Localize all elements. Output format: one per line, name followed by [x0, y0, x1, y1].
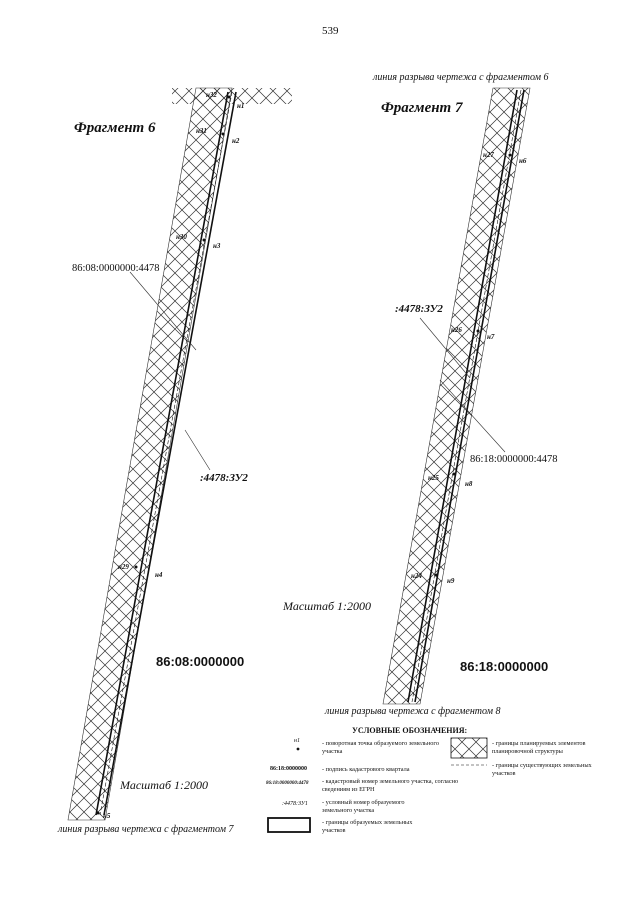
fragment6-zu-leader — [185, 430, 210, 470]
legend-quarter-text: - подпись кадастрового квартала — [322, 766, 410, 773]
point-label-n9: н9 — [447, 577, 455, 585]
point-label-n26: н26 — [451, 326, 462, 334]
legend-planning-hatch-swatch — [451, 738, 487, 758]
legend-point-text: - поворотная точка образуемого земельного участка — [322, 740, 439, 755]
fragment6-cadastral-number: 86:08:0000000:4478 — [72, 263, 160, 274]
fragment7-break-line-bottom: линия разрыва чертежа с фрагментом 8 — [325, 706, 501, 717]
legend-parcel-boundary-text: - границы образуемых земельных участков — [322, 819, 413, 834]
point-label-n29: н29 — [118, 563, 129, 571]
fragment6-parcel-boundary-right — [104, 92, 236, 815]
fragment7-quarter: 86:18:0000000 — [460, 659, 549, 674]
fragment6-title: Фрагмент 6 — [74, 120, 156, 136]
point-label-n5: н5 — [103, 812, 111, 820]
point-label-n7: н7 — [487, 333, 495, 341]
legend-cadastral-text: - кадастровый номер земельного участка, согласно сведениям из ЕГРН — [322, 778, 459, 793]
legend-parcel-boundary-swatch — [268, 818, 310, 832]
point-label-n31: н31 — [196, 127, 207, 135]
point-label-n25: н25 — [428, 474, 439, 482]
point-label-n30: н30 — [176, 233, 187, 241]
fragment7-cadastral-number: 86:18:0000000:4478 — [470, 454, 558, 465]
legend-existing-boundary-text: - границы существующих земельных участков — [492, 762, 592, 777]
legend-zu-symbol: :4478:ЗУ1 — [282, 801, 308, 807]
fragment7-scale: Масштаб 1:2000 — [283, 599, 372, 613]
point-label-n3: н3 — [213, 242, 221, 250]
point-label-n4: н4 — [155, 571, 163, 579]
legend-point-dot — [297, 748, 300, 751]
fragment6-break-line: линия разрыва чертежа с фрагментом 7 — [58, 824, 234, 835]
point-label-n2: н2 — [232, 137, 240, 145]
legend-cadastral-symbol: 86:18:0000000:4478 — [266, 781, 309, 786]
legend-point-symbol: н1 — [294, 738, 300, 744]
fragment6-parcel-boundary-left — [96, 92, 228, 815]
fragment7-parcel-label: :4478:ЗУ2 — [395, 303, 443, 315]
fragment6-planning-strip — [68, 88, 232, 820]
fragment6-existing-boundary — [100, 92, 232, 815]
fragment7-parcel-boundary-left — [408, 90, 517, 702]
point-label-n8: н8 — [465, 480, 473, 488]
legend-title: УСЛОВНЫЕ ОБОЗНАЧЕНИЯ: — [352, 726, 468, 735]
fragment6-scale: Масштаб 1:2000 — [120, 778, 209, 792]
point-label-n32: н32 — [206, 91, 217, 99]
fragment6-parcel-label: :4478:ЗУ2 — [200, 472, 248, 484]
page-number: 539 — [322, 25, 339, 37]
fragment7-parcel-boundary-right — [415, 90, 527, 702]
legend-planning-text: - границы планируемых элементов планировочной структуры — [492, 740, 586, 755]
fragment7-title: Фрагмент 7 — [381, 100, 463, 116]
point-label-n27: н27 — [483, 151, 494, 159]
legend-quarter-symbol: 86:18:0000000 — [270, 766, 307, 772]
legend-zu-text: - условный номер образуемого земельного участка — [322, 799, 405, 814]
fragment6-quarter: 86:08:0000000 — [156, 654, 245, 669]
point-label-n6: н6 — [519, 157, 527, 165]
fragment7-break-line-top: линия разрыва чертежа с фрагментом 6 — [373, 72, 549, 83]
fragment6-top-hatch — [172, 88, 292, 104]
point-label-n24: н24 — [411, 572, 422, 580]
point-label-n1: н1 — [237, 102, 245, 110]
